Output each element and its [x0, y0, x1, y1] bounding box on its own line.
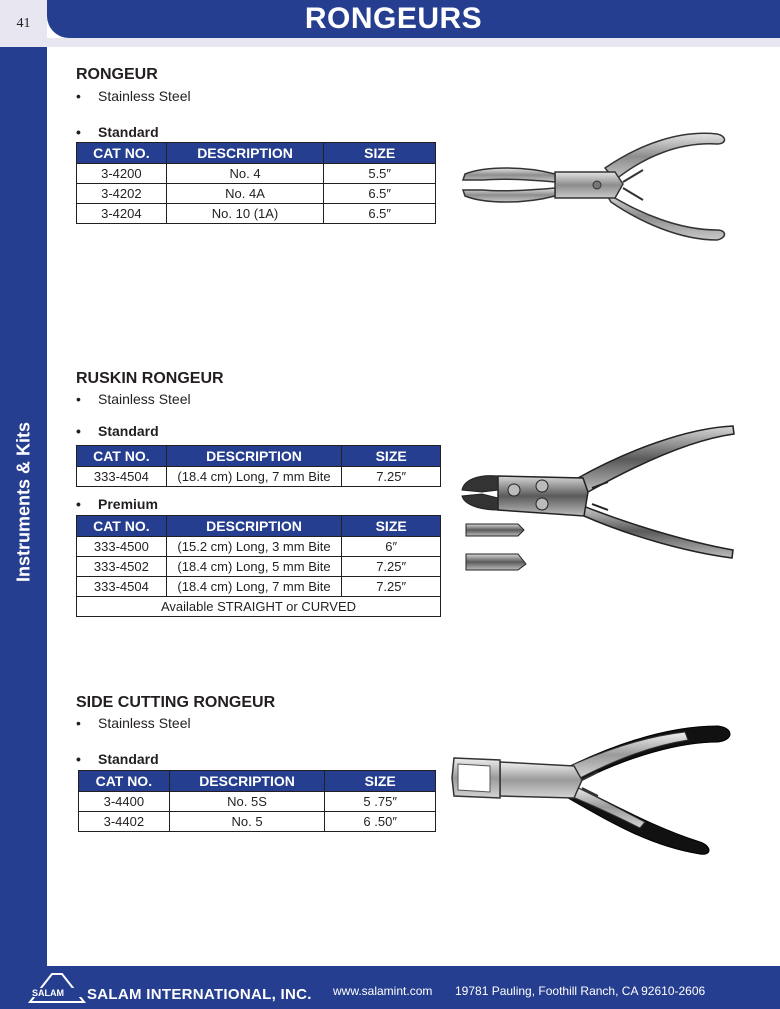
spec-table-ruskin-standard: [76, 445, 441, 487]
table-label: • Premium: [76, 496, 158, 512]
cell-size: 6.5″: [324, 204, 436, 224]
col-header-description: DESCRIPTION: [166, 516, 342, 537]
page-number: 41: [0, 0, 47, 47]
spec-table-rongeur-standard: [76, 142, 436, 224]
col-header-description: DESCRIPTION: [169, 771, 325, 792]
cell-desc: No. 5S: [169, 792, 325, 812]
company-name: SALAM INTERNATIONAL, INC.: [87, 986, 312, 1003]
cell-desc: (18.4 cm) Long, 5 mm Bite: [166, 557, 342, 577]
cell-size: 7.25″: [342, 557, 441, 577]
material-bullet: • Stainless Steel: [76, 391, 191, 407]
cell-desc: No. 4: [166, 164, 324, 184]
cell-cat: 3-4400: [79, 792, 170, 812]
section-title-ruskin-rongeur: RUSKIN RONGEUR: [76, 370, 224, 387]
cell-desc: (18.4 cm) Long, 7 mm Bite: [166, 577, 342, 597]
side-section-label: Instruments & Kits: [13, 421, 34, 583]
table-label-text: Standard: [98, 423, 159, 439]
spec-table-side-cutting-standard: [78, 770, 436, 832]
table-label-text: Premium: [98, 496, 158, 512]
material-bullet: • Stainless Steel: [76, 715, 191, 731]
table-label-text: Standard: [98, 124, 159, 140]
material-text: Stainless Steel: [98, 88, 191, 104]
col-header-size: SIZE: [342, 446, 441, 467]
table-row: [77, 204, 436, 224]
table-row: [77, 557, 441, 577]
material-bullet: • Stainless Steel: [76, 88, 191, 104]
cell-desc: No. 5: [169, 812, 325, 832]
cell-size: 5 .75″: [325, 792, 436, 812]
col-header-size: SIZE: [325, 771, 436, 792]
cell-size: 5.5″: [324, 164, 436, 184]
table-row: [77, 467, 441, 487]
cell-cat: 3-4202: [77, 184, 167, 204]
material-text: Stainless Steel: [98, 391, 191, 407]
cell-cat: 333-4504: [77, 577, 167, 597]
table-label-text: Standard: [98, 751, 159, 767]
table-label: • Standard: [76, 751, 159, 767]
col-header-cat: CAT NO.: [77, 516, 167, 537]
table-row: [77, 577, 441, 597]
ruskin-rongeur-instrument-image: [458, 420, 738, 580]
logo-text: SALAM: [32, 988, 64, 998]
col-header-cat: CAT NO.: [79, 771, 170, 792]
cell-size: 6″: [342, 537, 441, 557]
cell-cat: 333-4504: [77, 467, 167, 487]
cell-desc: (15.2 cm) Long, 3 mm Bite: [166, 537, 342, 557]
cell-desc: No. 4A: [166, 184, 324, 204]
cell-size: 6 .50″: [325, 812, 436, 832]
table-row: [77, 537, 441, 557]
table-row: [77, 164, 436, 184]
section-title-rongeur: RONGEUR: [76, 66, 158, 83]
section-title-side-cutting-rongeur: SIDE CUTTING RONGEUR: [76, 694, 276, 711]
header-bar: [47, 0, 780, 38]
side-cutting-rongeur-instrument-image: [450, 722, 735, 857]
page-title: RONGEURS: [304, 2, 483, 35]
cell-size: 7.25″: [342, 577, 441, 597]
header-strip: [47, 38, 780, 47]
col-header-cat: CAT NO.: [77, 143, 167, 164]
cell-cat: 3-4402: [79, 812, 170, 832]
cell-cat: 3-4204: [77, 204, 167, 224]
website-link[interactable]: www.salamint.com: [333, 984, 433, 998]
cell-cat: 333-4502: [77, 557, 167, 577]
table-note-row: [77, 597, 441, 617]
cell-cat: 3-4200: [77, 164, 167, 184]
table-note: Available STRAIGHT or CURVED: [77, 597, 441, 617]
rongeur-instrument-image: [455, 122, 730, 247]
table-row: [77, 184, 436, 204]
cell-size: 6.5″: [324, 184, 436, 204]
company-address: 19781 Pauling, Foothill Ranch, CA 92610-2606: [455, 984, 706, 998]
table-label: • Standard: [76, 124, 159, 140]
material-text: Stainless Steel: [98, 715, 191, 731]
col-header-size: SIZE: [324, 143, 436, 164]
col-header-cat: CAT NO.: [77, 446, 167, 467]
table-label: • Standard: [76, 423, 159, 439]
table-row: [79, 792, 436, 812]
cell-desc: No. 10 (1A): [166, 204, 324, 224]
cell-size: 7.25″: [342, 467, 441, 487]
table-row: [79, 812, 436, 832]
col-header-description: DESCRIPTION: [166, 446, 342, 467]
cell-desc: (18.4 cm) Long, 7 mm Bite: [166, 467, 342, 487]
spec-table-ruskin-premium: [76, 515, 441, 617]
col-header-description: DESCRIPTION: [166, 143, 324, 164]
cell-cat: 333-4500: [77, 537, 167, 557]
col-header-size: SIZE: [342, 516, 441, 537]
